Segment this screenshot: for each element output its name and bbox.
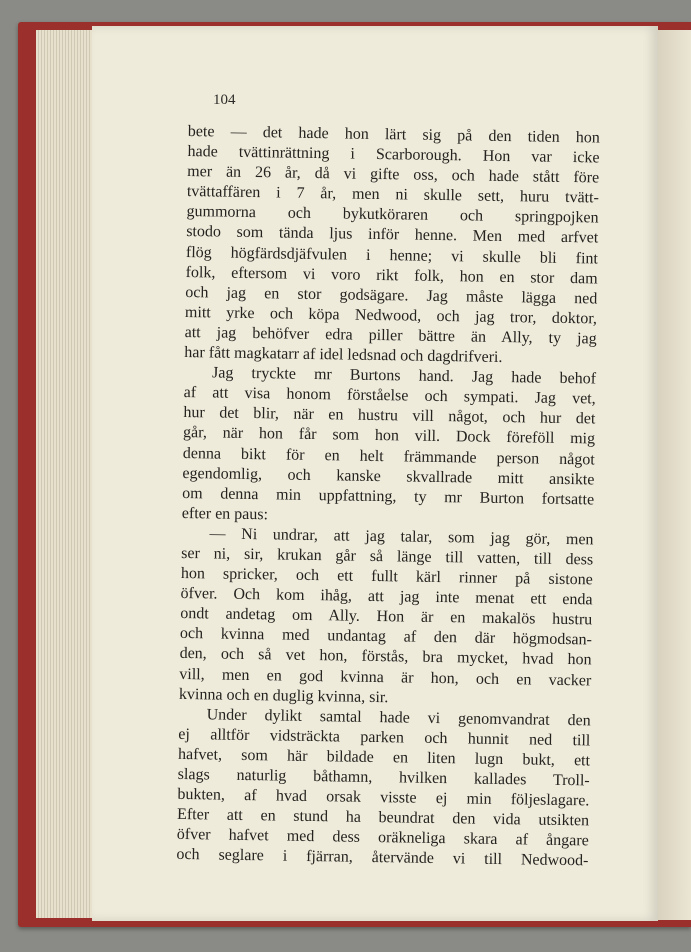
text-line: Under dylikt samtal hade vi genomvandrat den (206, 706, 591, 730)
text-line: vill, men en god kvinna är hon, och en vacker (179, 665, 592, 689)
text-line: Jag tryckte mr Burtons hand. Jag hade behof (211, 364, 597, 388)
text-line: hon spricker, och ett fullt kärl rinner på sistone (180, 565, 593, 589)
text-line: folk, eftersom vi voro rikt folk, hon en stor dam (185, 263, 598, 288)
body-text (176, 122, 600, 872)
text-line: och kvinna med undantag af den där högmodsan- (179, 625, 593, 649)
page-number: 104 (213, 92, 236, 108)
text-line: kvinna och en duglig kvinna, sir. (178, 685, 389, 706)
text-line: egendomlig, och kanske skvallrade mitt ansikte (182, 464, 595, 489)
text-line: Efter att en stund ha beundrat den vida utsikten (176, 806, 590, 830)
text-line: och seglare i fjärran, återvände vi till Nedwood- (176, 846, 589, 870)
text-line: om denna min uppfattning, ty mr Burton fortsatte (182, 484, 595, 509)
text-line: slags naturlig båthamn, hvilken kallades Troll- (177, 765, 590, 790)
text-line: hafvet, som här bildade en liten lugn bukt, ett (177, 745, 591, 770)
text-line: hur det blir, när en hustru vill något, och hur det (183, 404, 596, 428)
text-line: stodo som tända ljus inför henne. Men med arfvet (186, 223, 599, 247)
text-line: gummorna och bykutköraren och springpojken (186, 203, 599, 227)
text-line: har fått magkatarr af idel ledsnad och dagdrifveri. (184, 344, 503, 366)
text-line: af att visa honom förståelse och sympati. Jag vet, (183, 384, 596, 408)
text-line: mitt yrke och köpa Nedwood, och jag tror, doktor, (184, 303, 598, 328)
text-line: och jag en stor godsägare. Jag måste lägga ned (185, 283, 598, 308)
text-line: bete — det hade hon lärt sig på den tiden hon (187, 122, 600, 147)
text-line: den, och så vet hon, förstås, bra mycket, hvad hon (179, 645, 592, 669)
text-line: mer än 26 år, då vi gifte oss, och hade stått före (187, 163, 600, 187)
text-line: hade tvättinrättning i Scarborough. Hon var icke (187, 143, 600, 167)
text-line: ondt andetag om Ally. Hon är en makalös hustru (180, 605, 593, 629)
text-line: att jag behöfver edra piller bättre än Ally, ty jag (184, 323, 597, 348)
text-line: — Ni undrar, att jag talar, som jag gör, men (209, 525, 594, 549)
text-line: bukten, af hvad orsak visste ej min följeslagare. (177, 786, 590, 810)
text-line: flög högfärdsdjäfvulen i henne; vi skulle bli fint (185, 243, 599, 268)
text-line: tvättaffären i 7 år, men ni skulle sett, huru tvätt- (186, 183, 599, 207)
text-line: går, när hon får som hon vill. Dock föreföll mig (182, 424, 596, 448)
text-line: denna bikt för en helt främmande person något (182, 444, 595, 468)
text-line: öfver. Och kom ihåg, att jag inte menat ett enda (180, 585, 593, 609)
text-line: öfver hafvet med dess oräkneliga skara af ångare (176, 826, 589, 850)
facing-page-edge (658, 30, 691, 920)
text-line: ser ni, sir, krukan går så länge till vatten, till dess (181, 544, 594, 569)
text-line: ej alltför vidsträckta parken och hunnit ned till (178, 725, 591, 750)
text-line: efter en paus: (181, 504, 269, 524)
